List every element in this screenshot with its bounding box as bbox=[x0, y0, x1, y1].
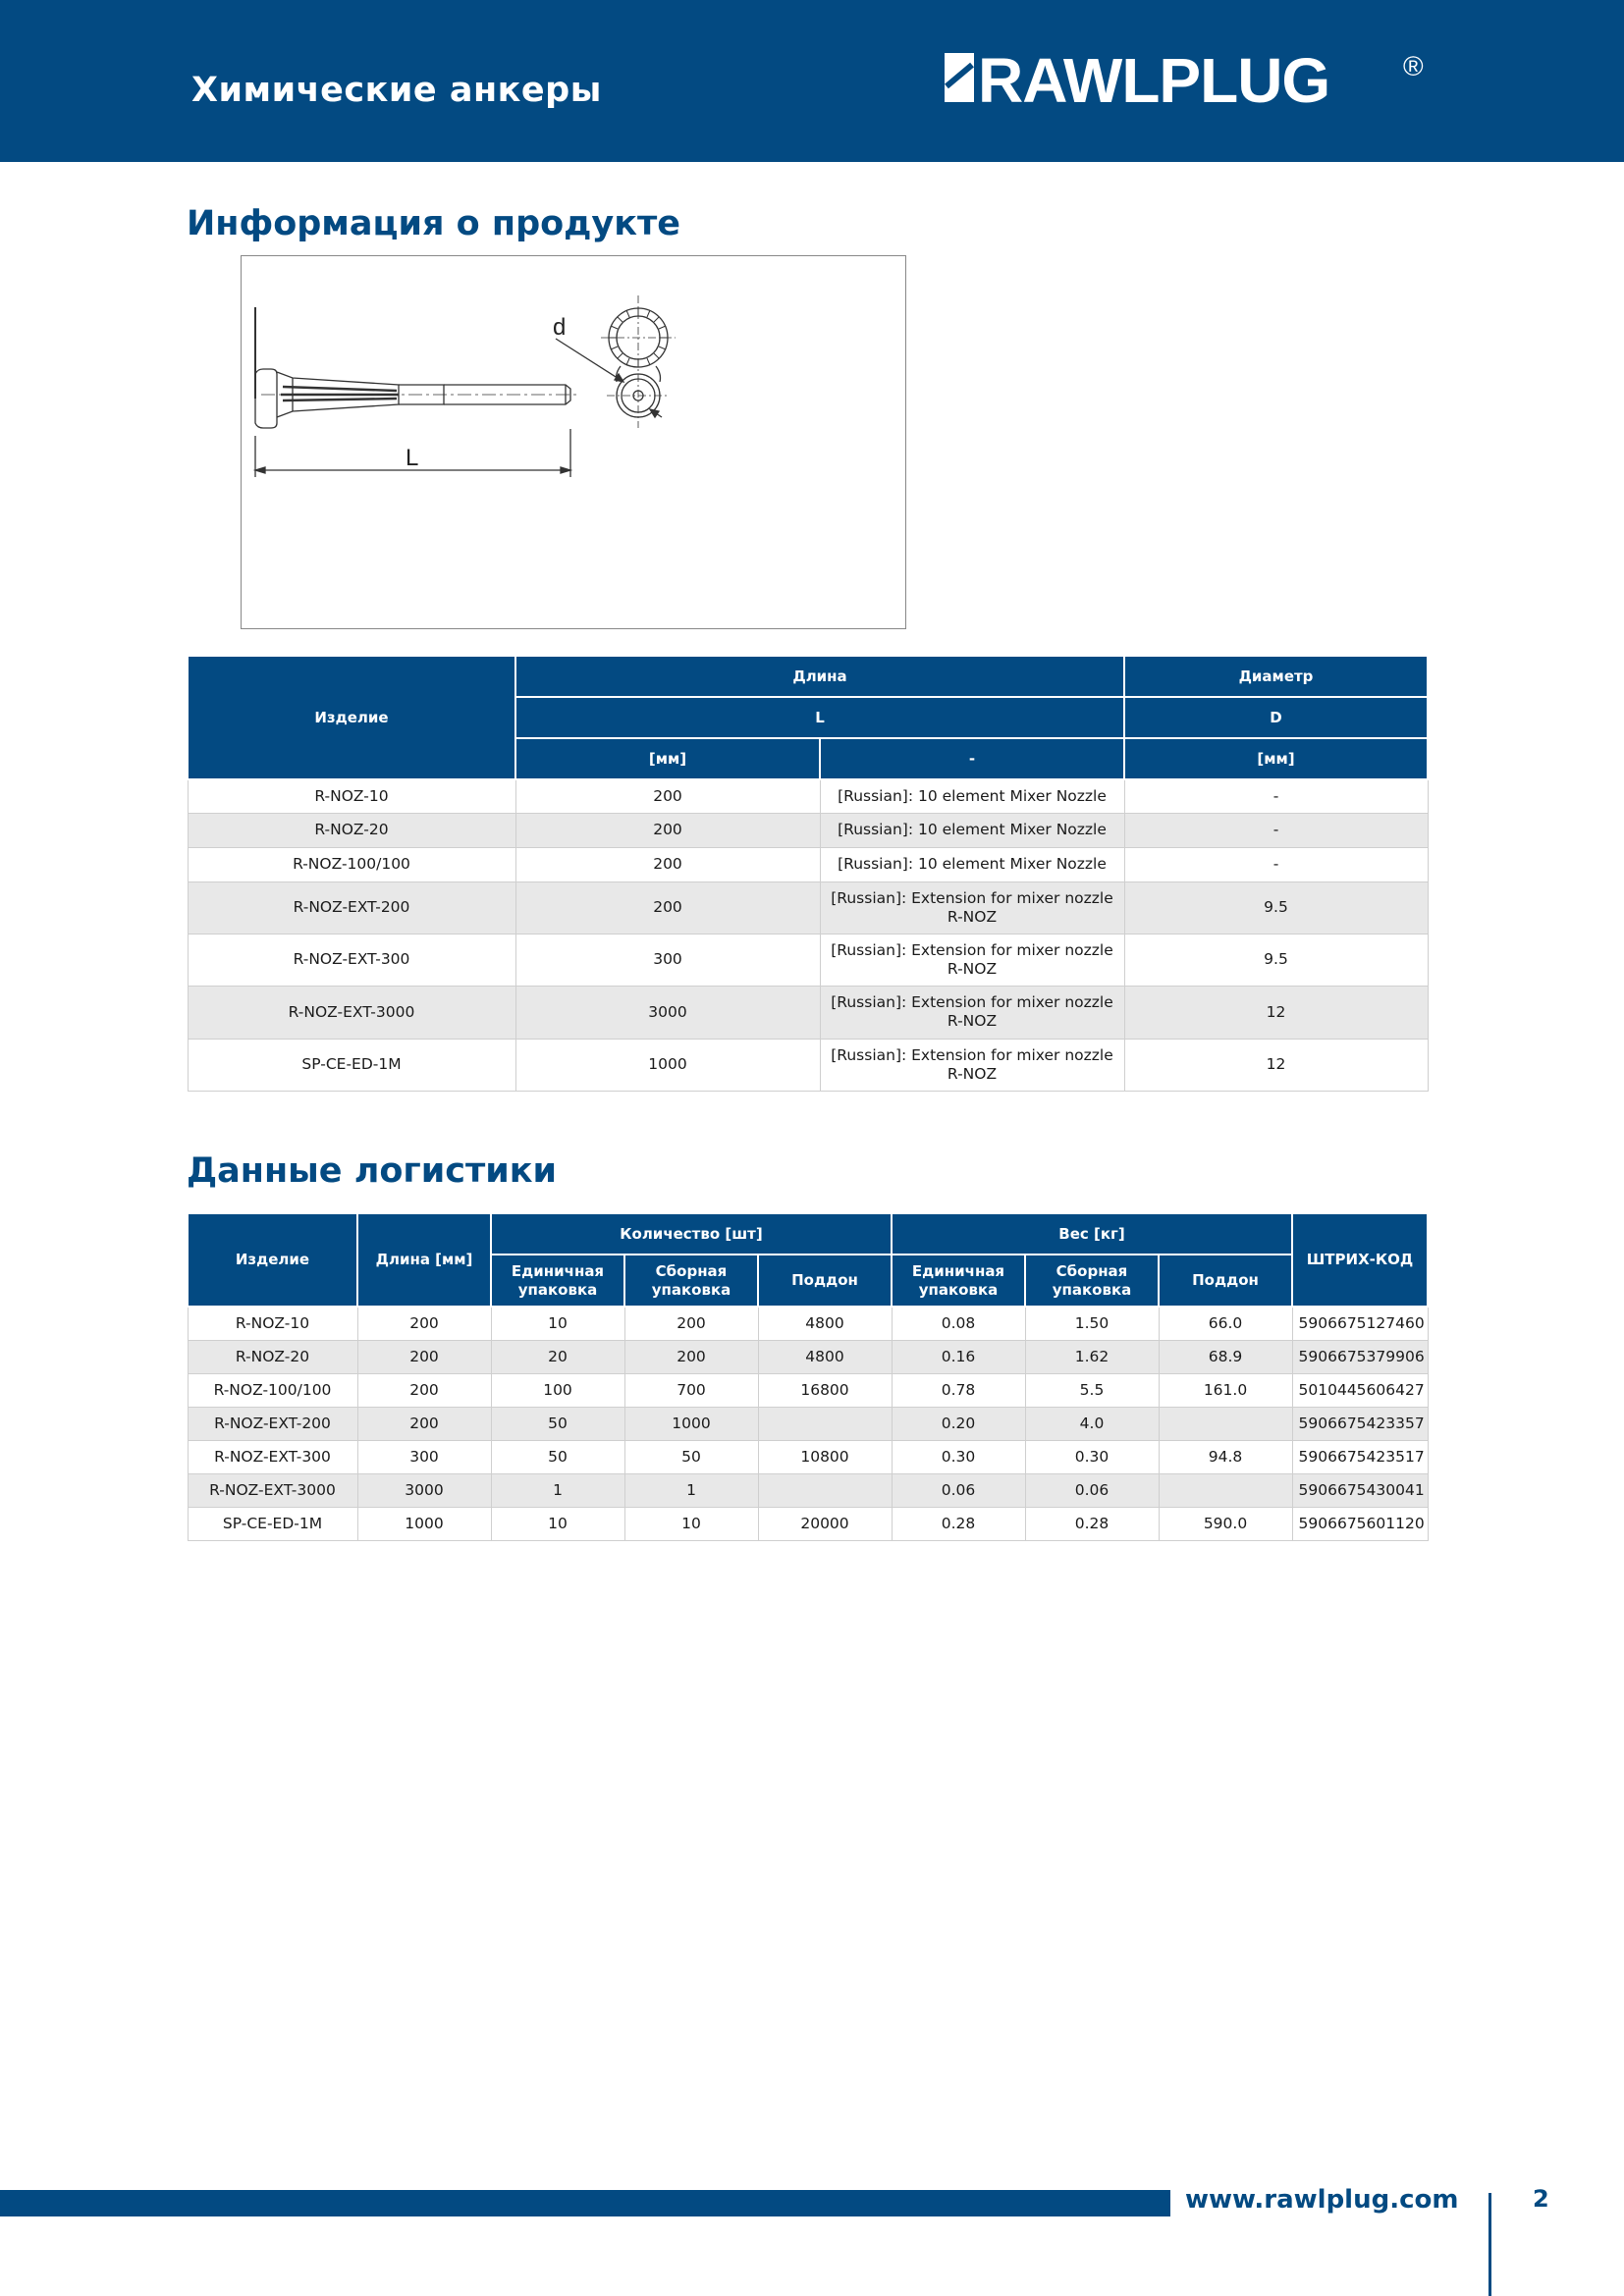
cell-description: [Russian]: 10 element Mixer Nozzle bbox=[820, 779, 1124, 813]
sub-unit-pack: Единичная упаковка bbox=[491, 1255, 624, 1307]
table-row bbox=[188, 1340, 1428, 1373]
cell-diameter: 12 bbox=[1124, 1039, 1428, 1091]
table-row bbox=[188, 986, 1428, 1039]
page-number: 2 bbox=[1533, 2185, 1549, 2213]
col-length-header: Длина bbox=[515, 656, 1124, 697]
cell-qty-unit: 10 bbox=[491, 1507, 624, 1540]
product-info-title: Информация о продукте bbox=[187, 204, 681, 243]
cell-barcode: 5906675127460 bbox=[1292, 1307, 1428, 1340]
symbol-D: D bbox=[1124, 697, 1428, 738]
cell-description: [Russian]: Extension for mixer nozzle R-NOZ bbox=[820, 881, 1124, 934]
cell-barcode: 5906675601120 bbox=[1292, 1507, 1428, 1540]
cell-qty-pallet: 10800 bbox=[758, 1440, 892, 1473]
cell-weight-unit: 0.30 bbox=[892, 1440, 1025, 1473]
table-row bbox=[188, 934, 1428, 986]
cell-weight-bulk: 0.30 bbox=[1025, 1440, 1159, 1473]
logistics-title: Данные логистики bbox=[187, 1151, 558, 1191]
table-row bbox=[188, 1440, 1428, 1473]
cell-qty-unit: 20 bbox=[491, 1340, 624, 1373]
table-row bbox=[188, 1039, 1428, 1091]
cell-barcode: 5906675430041 bbox=[1292, 1473, 1428, 1507]
cell-length: 200 bbox=[357, 1407, 491, 1440]
cell-weight-pallet: 161.0 bbox=[1159, 1373, 1292, 1407]
cell-length: 200 bbox=[515, 881, 820, 934]
cell-qty-pallet: 20000 bbox=[758, 1507, 892, 1540]
cell-description: [Russian]: Extension for mixer nozzle R-NOZ bbox=[820, 1039, 1124, 1091]
cell-qty-unit: 50 bbox=[491, 1440, 624, 1473]
cell-weight-pallet: 66.0 bbox=[1159, 1307, 1292, 1340]
symbol-L: L bbox=[515, 697, 1124, 738]
cell-weight-unit: 0.78 bbox=[892, 1373, 1025, 1407]
cell-qty-pallet bbox=[758, 1407, 892, 1440]
cell-diameter: - bbox=[1124, 813, 1428, 847]
cell-weight-bulk: 0.06 bbox=[1025, 1473, 1159, 1507]
sub-pallet: Поддон bbox=[758, 1255, 892, 1307]
col-quantity-header: Количество [шт] bbox=[491, 1213, 892, 1255]
cell-description: [Russian]: Extension for mixer nozzle R-NOZ bbox=[820, 986, 1124, 1039]
table-row bbox=[188, 1307, 1428, 1340]
cell-weight-bulk: 4.0 bbox=[1025, 1407, 1159, 1440]
sub-pallet: Поддон bbox=[1159, 1255, 1292, 1307]
label-d: d bbox=[553, 314, 567, 341]
registered-mark: ® bbox=[1403, 51, 1424, 81]
cell-weight-bulk: 1.50 bbox=[1025, 1307, 1159, 1340]
cell-item: R-NOZ-EXT-200 bbox=[188, 881, 515, 934]
unit-diameter: [мм] bbox=[1124, 738, 1428, 779]
cell-qty-bulk: 200 bbox=[624, 1340, 758, 1373]
cell-length: 1000 bbox=[515, 1039, 820, 1091]
cell-item: R-NOZ-EXT-300 bbox=[188, 934, 515, 986]
sub-bulk-pack: Сборная упаковка bbox=[1025, 1255, 1159, 1307]
cell-item: R-NOZ-EXT-3000 bbox=[188, 986, 515, 1039]
cell-weight-bulk: 5.5 bbox=[1025, 1373, 1159, 1407]
cell-qty-bulk: 700 bbox=[624, 1373, 758, 1407]
nozzle-diagram bbox=[242, 256, 905, 628]
table-row bbox=[188, 847, 1428, 881]
footer-url[interactable]: www.rawlplug.com bbox=[1185, 2185, 1459, 2215]
cell-length: 3000 bbox=[515, 986, 820, 1039]
cell-qty-pallet bbox=[758, 1473, 892, 1507]
cell-barcode: 5010445606427 bbox=[1292, 1373, 1428, 1407]
footer-separator bbox=[1489, 2193, 1491, 2296]
cell-diameter: - bbox=[1124, 847, 1428, 881]
cell-weight-pallet: 94.8 bbox=[1159, 1440, 1292, 1473]
label-L: L bbox=[406, 445, 419, 471]
cell-qty-unit: 50 bbox=[491, 1407, 624, 1440]
unit-length: [мм] bbox=[515, 738, 820, 779]
table-row bbox=[188, 1473, 1428, 1507]
cell-weight-unit: 0.28 bbox=[892, 1507, 1025, 1540]
table-row bbox=[188, 779, 1428, 813]
cell-barcode: 5906675379906 bbox=[1292, 1340, 1428, 1373]
table-row bbox=[188, 1373, 1428, 1407]
table-row bbox=[188, 813, 1428, 847]
cell-qty-unit: 100 bbox=[491, 1373, 624, 1407]
cell-item: R-NOZ-EXT-200 bbox=[188, 1407, 357, 1440]
cell-length: 200 bbox=[515, 813, 820, 847]
table-row bbox=[188, 1507, 1428, 1540]
cell-length: 300 bbox=[515, 934, 820, 986]
cell-item: R-NOZ-10 bbox=[188, 779, 515, 813]
cell-diameter: 9.5 bbox=[1124, 934, 1428, 986]
product-table bbox=[187, 655, 1429, 1092]
product-drawing bbox=[241, 255, 906, 629]
cell-item: SP-CE-ED-1M bbox=[188, 1507, 357, 1540]
header-title: Химические анкеры bbox=[191, 71, 602, 110]
cell-diameter: 12 bbox=[1124, 986, 1428, 1039]
cell-item: R-NOZ-100/100 bbox=[188, 1373, 357, 1407]
cell-qty-pallet: 4800 bbox=[758, 1307, 892, 1340]
rawlplug-logo bbox=[945, 45, 1330, 116]
cell-qty-bulk: 200 bbox=[624, 1307, 758, 1340]
cell-length: 200 bbox=[357, 1307, 491, 1340]
cell-item: R-NOZ-100/100 bbox=[188, 847, 515, 881]
col-diameter-header: Диаметр bbox=[1124, 656, 1428, 697]
cell-qty-bulk: 1 bbox=[624, 1473, 758, 1507]
sub-bulk-pack: Сборная упаковка bbox=[624, 1255, 758, 1307]
cell-weight-unit: 0.16 bbox=[892, 1340, 1025, 1373]
cell-qty-pallet: 16800 bbox=[758, 1373, 892, 1407]
cell-description: [Russian]: 10 element Mixer Nozzle bbox=[820, 847, 1124, 881]
cell-weight-unit: 0.06 bbox=[892, 1473, 1025, 1507]
cell-weight-pallet: 68.9 bbox=[1159, 1340, 1292, 1373]
cell-qty-bulk: 1000 bbox=[624, 1407, 758, 1440]
cell-diameter: - bbox=[1124, 779, 1428, 813]
cell-length: 1000 bbox=[357, 1507, 491, 1540]
cell-weight-bulk: 1.62 bbox=[1025, 1340, 1159, 1373]
cell-length: 200 bbox=[515, 847, 820, 881]
cell-length: 200 bbox=[357, 1340, 491, 1373]
cell-length: 3000 bbox=[357, 1473, 491, 1507]
sub-unit-pack: Единичная упаковка bbox=[892, 1255, 1025, 1307]
cell-qty-unit: 1 bbox=[491, 1473, 624, 1507]
cell-description: [Russian]: Extension for mixer nozzle R-NOZ bbox=[820, 934, 1124, 986]
cell-qty-unit: 10 bbox=[491, 1307, 624, 1340]
col-weight-header: Вес [кг] bbox=[892, 1213, 1292, 1255]
cell-length: 300 bbox=[357, 1440, 491, 1473]
unit-description: - bbox=[820, 738, 1124, 779]
cell-item: R-NOZ-20 bbox=[188, 1340, 357, 1373]
cell-barcode: 5906675423517 bbox=[1292, 1440, 1428, 1473]
cell-weight-pallet bbox=[1159, 1473, 1292, 1507]
cell-qty-pallet: 4800 bbox=[758, 1340, 892, 1373]
cell-length: 200 bbox=[357, 1373, 491, 1407]
cell-weight-pallet: 590.0 bbox=[1159, 1507, 1292, 1540]
cell-qty-bulk: 50 bbox=[624, 1440, 758, 1473]
cell-item: R-NOZ-EXT-3000 bbox=[188, 1473, 357, 1507]
col-item-header: Изделие bbox=[188, 656, 515, 779]
cell-weight-unit: 0.08 bbox=[892, 1307, 1025, 1340]
footer-bar bbox=[0, 2190, 1170, 2216]
cell-weight-pallet bbox=[1159, 1407, 1292, 1440]
col-barcode-header: ШТРИХ-КОД bbox=[1292, 1213, 1428, 1307]
col-item-header: Изделие bbox=[188, 1213, 357, 1307]
cell-item: R-NOZ-10 bbox=[188, 1307, 357, 1340]
header-banner bbox=[0, 0, 1624, 162]
cell-length: 200 bbox=[515, 779, 820, 813]
cell-qty-bulk: 10 bbox=[624, 1507, 758, 1540]
cell-weight-unit: 0.20 bbox=[892, 1407, 1025, 1440]
logo-mark-icon bbox=[945, 53, 974, 102]
cell-item: SP-CE-ED-1M bbox=[188, 1039, 515, 1091]
cell-weight-bulk: 0.28 bbox=[1025, 1507, 1159, 1540]
table-row bbox=[188, 1407, 1428, 1440]
logo-text: RAWLPLUG bbox=[978, 45, 1330, 116]
cell-item: R-NOZ-EXT-300 bbox=[188, 1440, 357, 1473]
cell-diameter: 9.5 bbox=[1124, 881, 1428, 934]
logistics-table bbox=[187, 1212, 1429, 1541]
cell-description: [Russian]: 10 element Mixer Nozzle bbox=[820, 813, 1124, 847]
table-row bbox=[188, 881, 1428, 934]
cell-barcode: 5906675423357 bbox=[1292, 1407, 1428, 1440]
cell-item: R-NOZ-20 bbox=[188, 813, 515, 847]
col-length-header: Длина [мм] bbox=[357, 1213, 491, 1307]
